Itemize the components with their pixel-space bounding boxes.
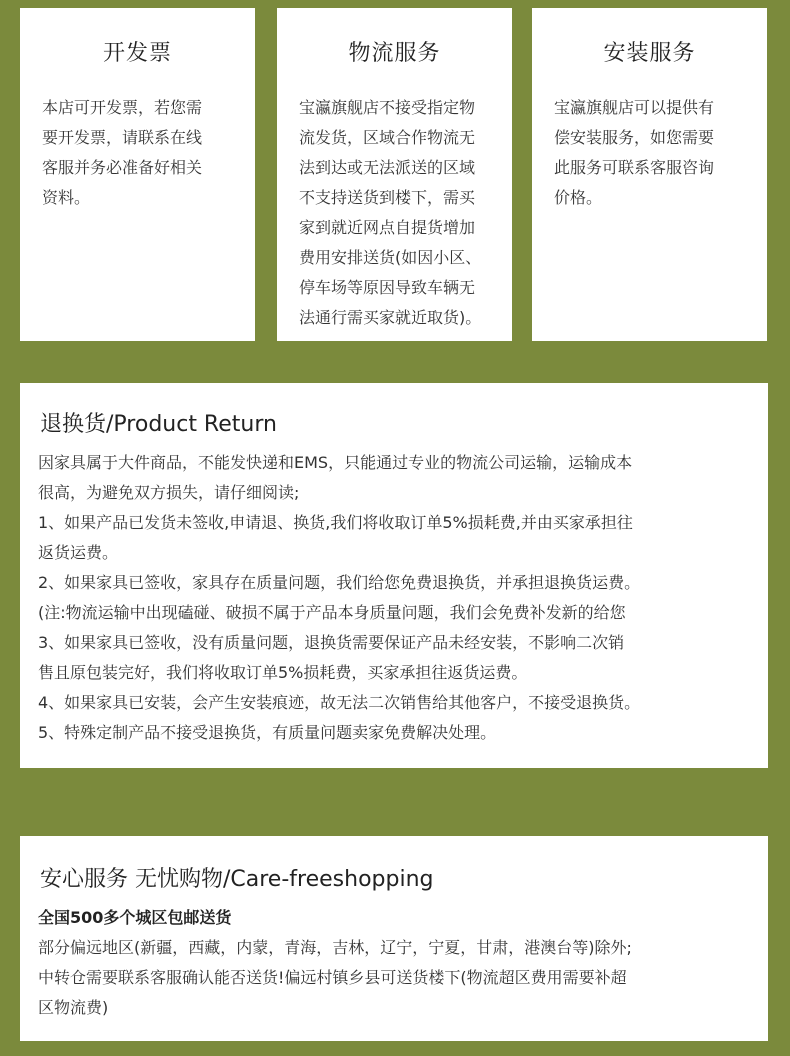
installation-title: 安装服务 <box>603 41 696 66</box>
invoice-line: 本店可开发票，若您需 <box>42 98 203 117</box>
invoice-line: 要开发票，请联系在线 <box>42 128 203 147</box>
care-service-title: 安心服务 无忧购物/Care-freeshopping <box>40 867 434 892</box>
care-service-line: 部分偏远地区(新疆，西藏，内蒙，青海，吉林，辽宁，宁夏，甘肃，港澳台等)除外; <box>38 938 632 957</box>
logistics-title: 物流服务 <box>348 41 441 66</box>
return-policy-line: 4、如果家具已安装，会产生安装痕迹，故无法二次销售给其他客户，不接受退换货。 <box>38 693 641 712</box>
invoice-line: 资料。 <box>42 188 91 207</box>
logistics-line: 法到达或无法派送的区域 <box>299 158 476 177</box>
installation-body <box>554 93 745 213</box>
return-policy-line: 因家具属于大件商品，不能发快递和EMS，只能通过专业的物流公司运输，运输成本 <box>38 453 633 472</box>
return-policy-title: 退换货/Product Return <box>40 412 277 437</box>
return-policy-line: (注:物流运输中出现磕碰、破损不属于产品本身质量问题，我们会免费补发新的给您 <box>38 603 626 622</box>
logistics-body <box>299 93 490 333</box>
logistics-line: 宝瀛旗舰店不接受指定物 <box>299 98 476 117</box>
logistics-line: 家到就近网点自提货增加 <box>299 218 476 237</box>
logistics-line: 流发货，区域合作物流无 <box>299 128 476 147</box>
care-service-line: 区物流费) <box>38 998 109 1017</box>
return-policy-line: 售且原包装完好，我们将收取订单5%损耗费，买家承担往返货运费。 <box>38 663 528 682</box>
logistics-line: 费用安排送货(如因小区、 <box>299 248 482 267</box>
invoice-body <box>42 93 233 213</box>
care-service-line: 中转仓需要联系客服确认能否送货!偏远村镇乡县可送货楼下(物流超区费用需要补超 <box>38 968 627 987</box>
installation-line: 宝瀛旗舰店可以提供有 <box>554 98 715 117</box>
return-policy-line: 1、如果产品已发货未签收,申请退、换货,我们将收取订单5%损耗费,并由买家承担往 <box>38 513 633 532</box>
care-service-card <box>20 836 768 1041</box>
installation-line: 价格。 <box>554 188 603 207</box>
logistics-line: 不支持送货到楼下，需买 <box>299 188 476 207</box>
free-shipping-headline: 全国500多个城区包邮送货 <box>38 908 232 927</box>
return-policy-line: 很高，为避免双方损失，请仔细阅读; <box>38 483 300 502</box>
logistics-line: 停车场等原因导致车辆无 <box>299 278 476 297</box>
installation-line: 偿安装服务，如您需要 <box>554 128 715 147</box>
logistics-line: 法通行需买家就近取货)。 <box>299 308 482 327</box>
installation-card <box>532 8 767 341</box>
invoice-card <box>20 8 255 341</box>
return-policy-line: 5、特殊定制产品不接受退换货，有质量问题卖家免费解决处理。 <box>38 723 497 742</box>
return-policy-line: 2、如果家具已签收，家具存在质量问题，我们给您免费退换货，并承担退换货运费。 <box>38 573 641 592</box>
invoice-line: 客服并务必准备好相关 <box>42 158 203 177</box>
invoice-title: 开发票 <box>102 41 172 66</box>
installation-line: 此服务可联系客服咨询 <box>554 158 715 177</box>
return-policy-line: 3、如果家具已签收，没有质量问题，退换货需要保证产品未经安装，不影响二次销 <box>38 633 625 652</box>
logistics-card <box>277 8 512 341</box>
return-policy-line: 返货运费。 <box>38 543 119 562</box>
return-policy-card <box>20 383 768 768</box>
